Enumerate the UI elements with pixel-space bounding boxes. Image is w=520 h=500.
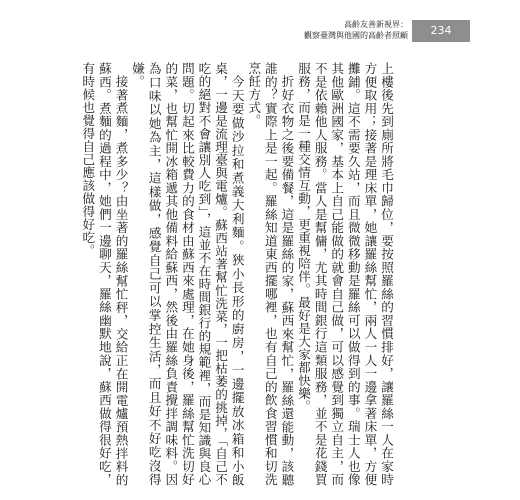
paragraph: 上樓後先到廁所將毛巾歸位，要按照羅絲的習慣排好，讓羅絲一人在家時方便取用；接著是理床單，她讓羅絲幫忙，兩人一人一邊拿著床單，方便攤鋪。這不需要久站，而且微微移動是羅絲可以做得到的事。瑞士人也像其他歐洲國家，基本上自己能做的就會自己做，可以感覺到獨立自主，而不是依賴他人服務。當人是幫傭，尤其時間銀行這類服務，並不是花錢買服務，而是一種交情互動，更重視陪伴。最好是大家都快樂。 [296, 62, 394, 486]
paragraph: 折好衣物之後要備餐，這是羅絲的家，蘇西來幫忙，羅絲還能動，該聽誰的？實際上是一起。羅絲知道東西擺哪裡，也有自己的飲食習慣和切洗烹飪方式。 [246, 62, 295, 486]
book-title: 高齡友善新視界： [344, 20, 408, 29]
paragraph: 今天要做沙拉和煮義大利麵。狹小長形的廚房，一邊擺放冰箱和小飯桌，一邊是流理臺與電爐。蘇西站著幫忙洗菜，一把枯萎的挑掉，「自己不吃的絕對不會讓別人吃到」，這並不在時間銀行的規範裡，而是知識與良心問題。切起來比較費力的食材由蘇西來處理，在她身後，羅絲幫忙洗切好的菜，也幫忙開冰箱遞其他備料給蘇西，然後由羅絲負責攪拌調味料。因為口味以她為主，這樣做，感覺自己可以掌控生活，而且好不好吃沒得嫌。 [130, 62, 245, 486]
paragraph: 接著煮麵，煮多少？由坐著的羅絲幫忙秤，交給正在開電爐預熱拌料的蘇西。煮麵的過程中，她們一邊聊天，羅絲幽默地說，蘇西做得很好吃，有時候也覺得自己應該做得好吃。 [80, 62, 129, 486]
running-header [258, 20, 408, 48]
book-subtitle: 觀察臺灣與他國的高齡者照顧 [304, 31, 408, 40]
page-number-badge: 234 [412, 20, 470, 42]
body-text [80, 62, 394, 486]
